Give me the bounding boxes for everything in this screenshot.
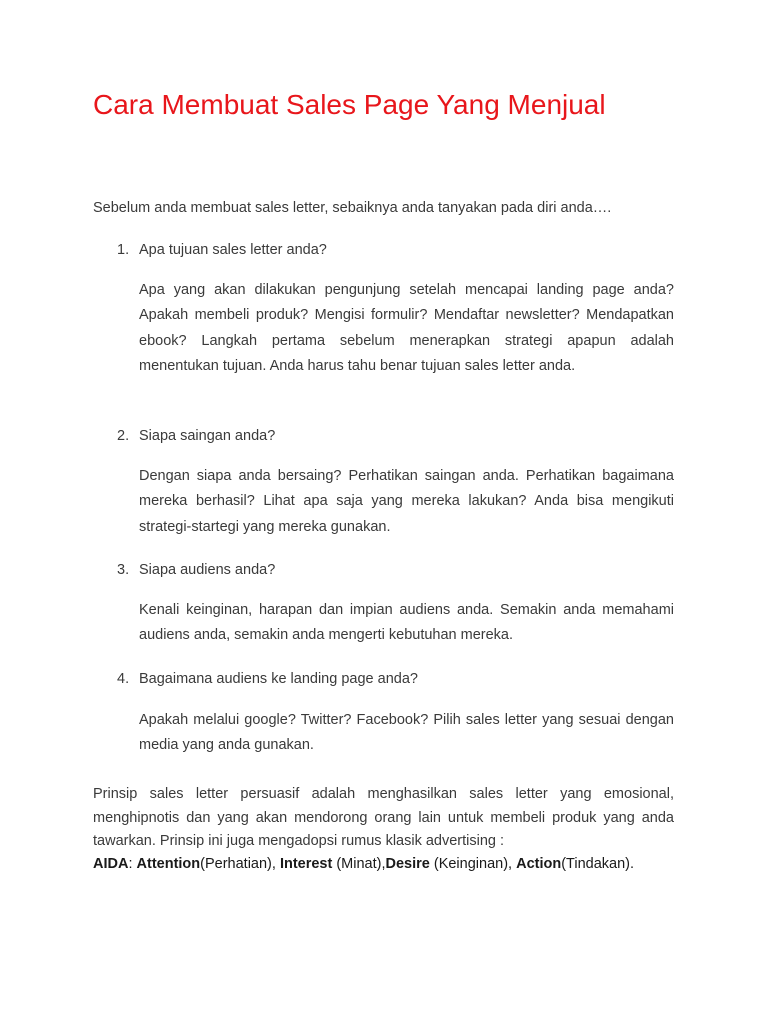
list-item-question-4 [117,669,677,689]
aida-desire-meaning: (Keinginan), [429,856,517,872]
list-item-answer-4: Apakah melalui google? Twitter? Facebook? Pilih sales letter yang sesuai dengan media yang anda gunakan. [139,712,674,754]
aida-acronym: AIDA [93,856,129,872]
question-text: Siapa saingan anda? [139,428,276,444]
question-text: Apa tujuan sales letter anda? [139,242,327,258]
list-item-answer-3: Kenali keinginan, harapan dan impian audiens anda. Semakin anda memahami audiens anda, semakin anda mengerti kebutuhan mereka. [139,602,674,644]
list-number: 1. [117,242,130,258]
question-text: Siapa audiens anda? [139,562,276,578]
closing-paragraph: Prinsip sales letter persuasif adalah menghasilkan sales letter yang emosional, menghipnotis dan yang akan mendorong orang lain untuk membeli produk yang anda tawarkan. Prinsip ini juga mengadopsi rumus klasik advertising : [93,786,674,849]
list-item-answer-2: Dengan siapa anda bersaing? Perhatikan saingan anda. Perhatikan bagaimana mereka berhasil? Lihat apa saja yang mereka lakukan? Anda bisa mengikuti strategi-startegi yang mereka gunakan. [139,468,674,535]
aida-desire: Desire [385,856,430,872]
aida-action-meaning: (Tindakan). [561,856,635,872]
list-number: 4. [117,671,130,687]
aida-separator: : [128,856,137,872]
list-item-answer-1: Apa yang akan dilakukan pengunjung setelah mencapai landing page anda? Apakah membeli produk? Mengisi formulir? Mendaftar newsletter? Mendapatkan ebook? Langkah pertama sebelum menerapkan strategi apapun adalah menentukan tujuan. Anda harus tahu benar tujuan sales letter anda. [139,282,674,375]
aida-interest-meaning: (Minat), [332,856,386,872]
question-text: Bagaimana audiens ke landing page anda? [139,671,418,687]
intro-paragraph: Sebelum anda membuat sales letter, sebaiknya anda tanyakan pada diri anda…. [93,200,612,216]
list-item-question-1 [117,240,677,260]
aida-action: Action [516,856,562,872]
list-item-question-2 [117,426,677,446]
aida-attention: Attention [136,856,201,872]
page-title: Cara Membuat Sales Page Yang Menjual [93,89,606,120]
list-item-question-3 [117,560,677,580]
list-number: 3. [117,562,130,578]
aida-interest: Interest [279,856,333,872]
aida-attention-meaning: (Perhatian), [200,856,280,872]
aida-line [93,853,733,877]
list-number: 2. [117,428,130,444]
